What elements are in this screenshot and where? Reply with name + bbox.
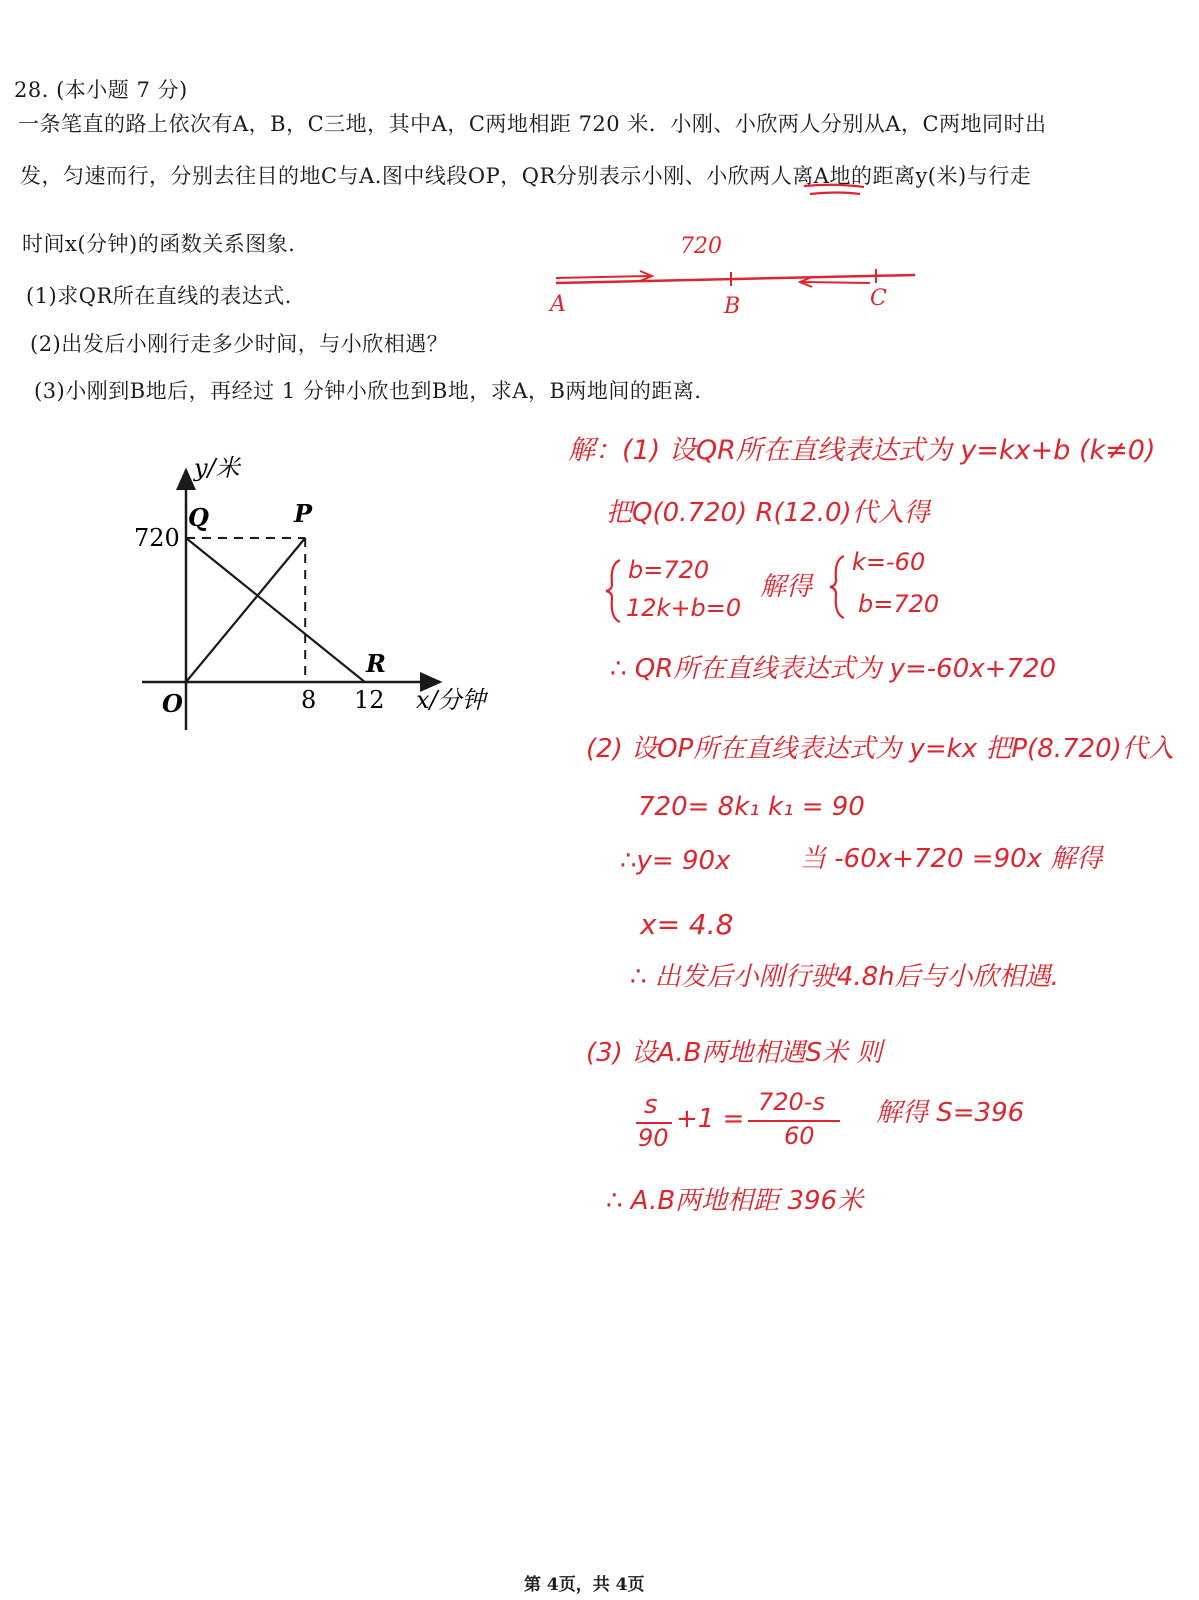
solution-2-conclusion: ∴ 出发后小刚行驶4.8h后与小欣相遇. (630, 962, 1059, 992)
solution-3-line-1: (3) 设A.B两地相遇S米 则 (586, 1038, 883, 1068)
problem-line-2: 发，匀速而行，分别去往目的地C与A.图中线段OP，QR分别表示小刚、小欣两人离A地的距离y(米)与行走 (20, 164, 1032, 188)
segment-qr (186, 538, 365, 682)
y-tick-720: 720 (134, 524, 180, 552)
segment-op (186, 538, 305, 682)
sketch-point-C: C (870, 286, 887, 311)
problem-line-3: 时间x(分钟)的函数关系图象． (22, 232, 310, 256)
x-tick-8: 8 (301, 686, 317, 714)
y-axis-label: y/米 (194, 454, 240, 482)
solution-2-line-3: ∴y= 90x (620, 846, 731, 876)
solution-3-frac2-den: 60 (784, 1122, 815, 1150)
problem-line-1: 一条笔直的路上依次有A，B，C三地，其中A，C两地相距 720 米．小刚、小欣两人分别从A，C两地同时出 (18, 112, 1047, 136)
emphasis-underline (800, 180, 870, 200)
solution-1-result-k: k=-60 (852, 548, 926, 576)
function-graph (120, 440, 500, 740)
sketch-point-A: A (550, 292, 566, 317)
page-footer: 第 4页，共 4页 (524, 1575, 645, 1595)
solution-1-conclusion: ∴ QR所在直线表达式为 y=-60x+720 (610, 654, 1057, 684)
solution-3-frac1-den: 90 (638, 1124, 669, 1152)
solution-3-result: 解得 S=396 (876, 1098, 1025, 1128)
solution-2-line-4: 当 -60x+720 =90x 解得 (800, 844, 1103, 874)
solution-1-eq-2: 12k+b=0 (626, 594, 742, 622)
solution-1-brace-2 (826, 552, 850, 622)
x-tick-12: 12 (354, 686, 385, 714)
problem-header: 28. (本小题 7 分) (14, 78, 188, 102)
solution-2-line-2: 720= 8k₁ k₁ = 90 (638, 792, 865, 822)
solution-2-line-1: (2) 设OP所在直线表达式为 y=kx 把P(8.720)代入 (586, 734, 1174, 764)
solution-1-eq-1: b=720 (628, 556, 710, 584)
solution-2-line-5: x= 4.8 (640, 908, 734, 941)
solution-1-brace (602, 556, 626, 626)
question-1: (1)求QR所在直线的表达式． (26, 284, 307, 308)
solution-1-line-1: 解：(1) 设QR所在直线表达式为 y=kx+b (k≠0) (568, 435, 1156, 466)
solution-3-conclusion: ∴ A.B两地相距 396米 (606, 1186, 864, 1216)
solution-1-solve-label: 解得 (760, 572, 813, 602)
question-2: (2)出发后小刚行走多少时间，与小欣相遇？ (30, 332, 449, 356)
road-sketch (540, 225, 940, 325)
origin-label: O (162, 689, 183, 718)
solution-3-plus-one: +1 = (676, 1104, 745, 1134)
solution-1-line-2: 把Q(0.720) R(12.0)代入得 (606, 498, 930, 528)
solution-3-frac1-num: s (644, 1090, 658, 1120)
sketch-point-B: B (724, 294, 741, 319)
point-label-Q: Q (188, 503, 209, 532)
solution-3-frac2-num: 720-s (758, 1088, 825, 1116)
question-3: (3)小刚到B地后，再经过 1 分钟小欣也到B地，求A，B两地间的距离． (34, 379, 716, 403)
sketch-distance-label: 720 (680, 234, 722, 259)
x-axis-label: x/分钟 (416, 686, 486, 714)
solution-1-result-b: b=720 (858, 590, 940, 618)
point-label-R: R (366, 649, 386, 678)
point-label-P: P (294, 499, 313, 528)
